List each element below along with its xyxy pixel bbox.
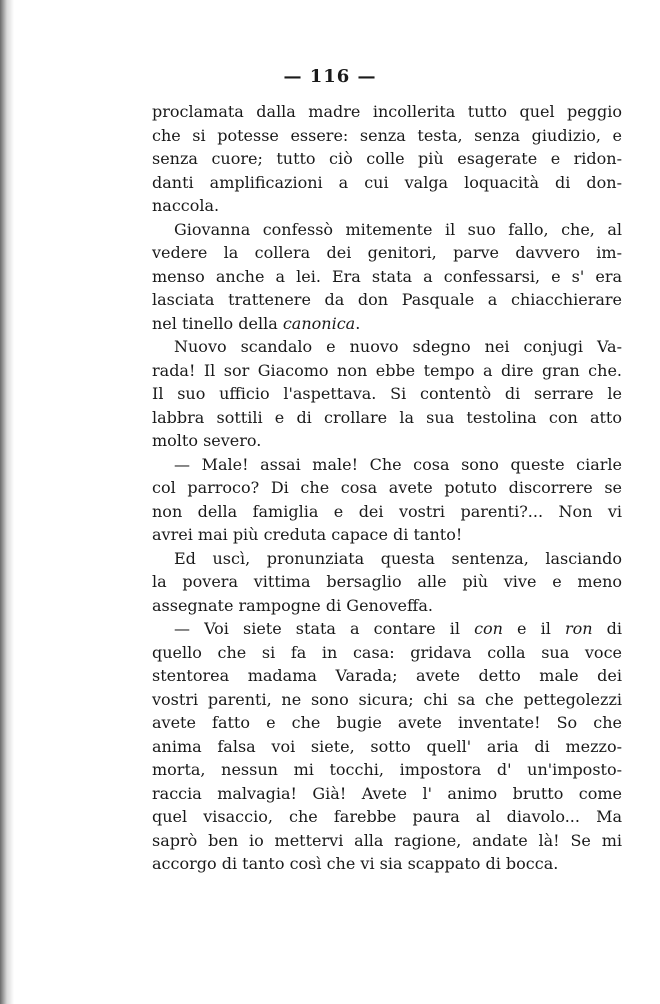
text-line: proclamata dalla madre incollerita tutto quel peggio bbox=[152, 102, 622, 121]
body-text bbox=[152, 100, 622, 876]
text-line: rada! Il sor Giacomo non ebbe tempo a dire gran che. bbox=[152, 360, 622, 380]
text-line: vostri parenti, ne sono sicura; chi sa che pettegolezzi bbox=[152, 689, 622, 709]
paragraph bbox=[152, 453, 622, 547]
text-run: — Voi siete stata a contare il bbox=[174, 619, 475, 638]
paragraph bbox=[152, 547, 622, 618]
text-line: quel visaccio, che farebbe paura al diavolo... Ma bbox=[152, 807, 622, 826]
text-line: non della famiglia e dei vostri parenti?... Non vi bbox=[152, 501, 622, 521]
text-line: Giovanna confessò mitemente il suo fallo, che, al bbox=[174, 219, 622, 239]
text-line: vedere la collera dei genitori, parve davvero im- bbox=[152, 243, 622, 262]
text-line: morta, nessun mi tocchi, impostora d' un'imposto- bbox=[152, 760, 622, 779]
page-number: — 116 — bbox=[283, 66, 377, 87]
paragraph bbox=[152, 218, 622, 336]
text-run: . bbox=[355, 313, 361, 333]
text-line: stentorea madama Varada; avete detto male dei bbox=[152, 666, 622, 685]
text-line: menso anche a lei. Era stata a confessarsi, e s' era bbox=[152, 266, 622, 286]
text-line: Nuovo scandalo e nuovo sdegno nei conjugi Va- bbox=[174, 337, 622, 356]
text-line: danti amplificazioni a cui valga loquacità di don- bbox=[152, 172, 622, 192]
paragraph bbox=[152, 335, 622, 453]
text-line bbox=[152, 617, 622, 641]
text-line: la povera vittima bersaglio alle più vive e meno bbox=[152, 572, 622, 591]
text-line: Ed uscì, pronunziata questa sentenza, lasciando bbox=[174, 548, 622, 568]
italic-word: con bbox=[474, 619, 503, 638]
text-run: e il bbox=[502, 619, 565, 638]
text-line: col parroco? Di che cosa avete potuto discorrere se bbox=[152, 478, 622, 497]
page-binding-edge bbox=[0, 0, 14, 1004]
text-line: senza cuore; tutto ciò colle più esagerate e ridon- bbox=[152, 149, 622, 168]
italic-word: canonica bbox=[282, 313, 356, 333]
text-line: Il suo ufficio l'aspettava. Si contentò di serrare le bbox=[152, 384, 622, 403]
text-line: raccia malvagia! Già! Avete l' animo brutto come bbox=[152, 783, 622, 803]
text-line: saprò ben io mettervi alla ragione, andate là! Se mi bbox=[152, 830, 622, 850]
text-line: quello che si fa in casa: gridava colla sua voce bbox=[152, 642, 622, 662]
text-line: — Male! assai male! Che cosa sono queste ciarle bbox=[174, 454, 622, 474]
text-line: assegnate rampogne di Genoveffa. bbox=[152, 595, 433, 615]
text-line: accorgo di tanto così che vi sia scappato di bocca. bbox=[152, 854, 559, 873]
text-line: che si potesse essere: senza testa, senza giudizio, e bbox=[152, 125, 622, 145]
text-run: di bbox=[592, 619, 622, 638]
text-line: anima falsa voi siete, sotto quell' aria di mezzo- bbox=[152, 736, 622, 756]
text-line: naccola. bbox=[152, 196, 220, 215]
italic-word: ron bbox=[564, 619, 593, 638]
text-line bbox=[152, 312, 622, 336]
text-line: avrei mai più creduta capace di tanto! bbox=[152, 525, 463, 544]
text-run: nel tinello della bbox=[152, 313, 283, 333]
paragraph bbox=[152, 617, 622, 876]
paragraph bbox=[152, 100, 622, 218]
text-line: molto severo. bbox=[152, 431, 262, 450]
text-line: lasciata trattenere da don Pasquale a chiacchierare bbox=[152, 290, 622, 309]
text-line: avete fatto e che bugie avete inventate! So che bbox=[152, 713, 622, 732]
text-line: labbra sottili e di crollare la sua testolina con atto bbox=[152, 407, 622, 427]
